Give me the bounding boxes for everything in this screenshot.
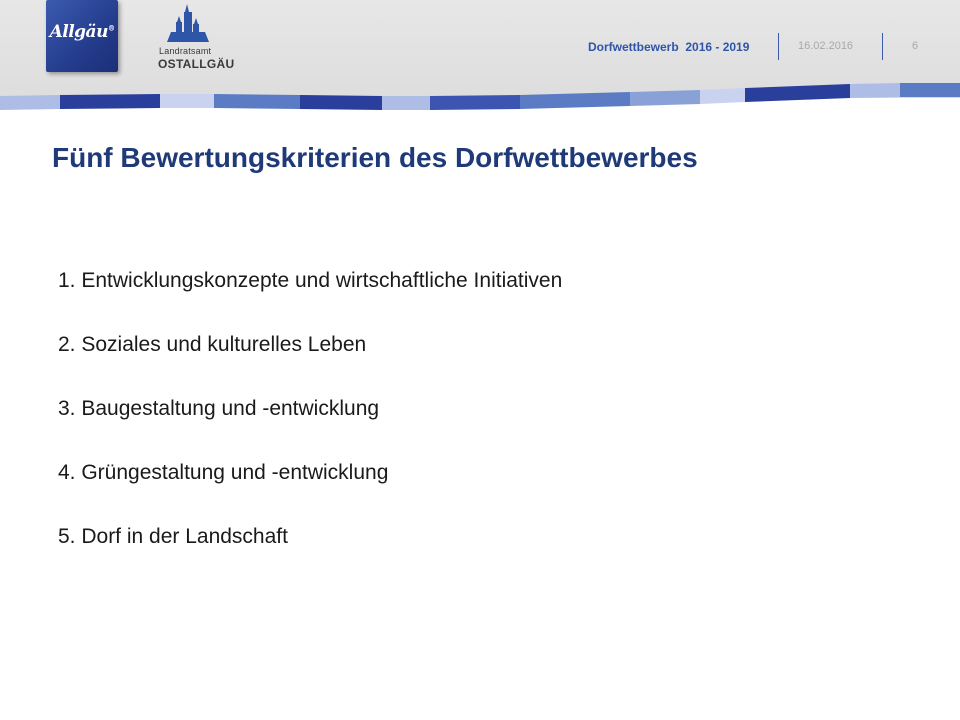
criterion-item: 1. Entwicklungskonzepte und wirtschaftliche Initiativen (58, 269, 563, 292)
page-number: 6 (912, 40, 919, 52)
slide-title: Fünf Bewertungskriterien des Dorfwettbewerbes (52, 142, 698, 173)
criterion-item: 5. Dorf in der Landschaft (58, 525, 288, 548)
landratsamt-label: Landratsamt (159, 46, 212, 56)
criterion-item: 2. Soziales und kulturelles Leben (58, 333, 367, 356)
ostallgaeu-label: OSTALLGÄU (158, 57, 235, 71)
criterion-item: 3. Baugestaltung und -entwicklung (58, 397, 380, 420)
criteria-list (58, 266, 562, 586)
criterion-item: 4. Grüngestaltung und -entwicklung (58, 461, 389, 484)
castle-icon (165, 2, 215, 46)
header-title: Dorfwettbewerb 2016 - 2019 (588, 40, 750, 54)
allgaeu-logo (46, 0, 118, 72)
landratsamt-logo (155, 2, 265, 74)
header-date: 16.02.2016 (798, 40, 854, 52)
header-divider (882, 33, 883, 60)
allgaeu-logo-text: Allgäu (49, 22, 108, 42)
header-divider (778, 33, 779, 60)
decorative-stripe-band (0, 78, 960, 114)
registered-mark: ® (107, 23, 115, 33)
